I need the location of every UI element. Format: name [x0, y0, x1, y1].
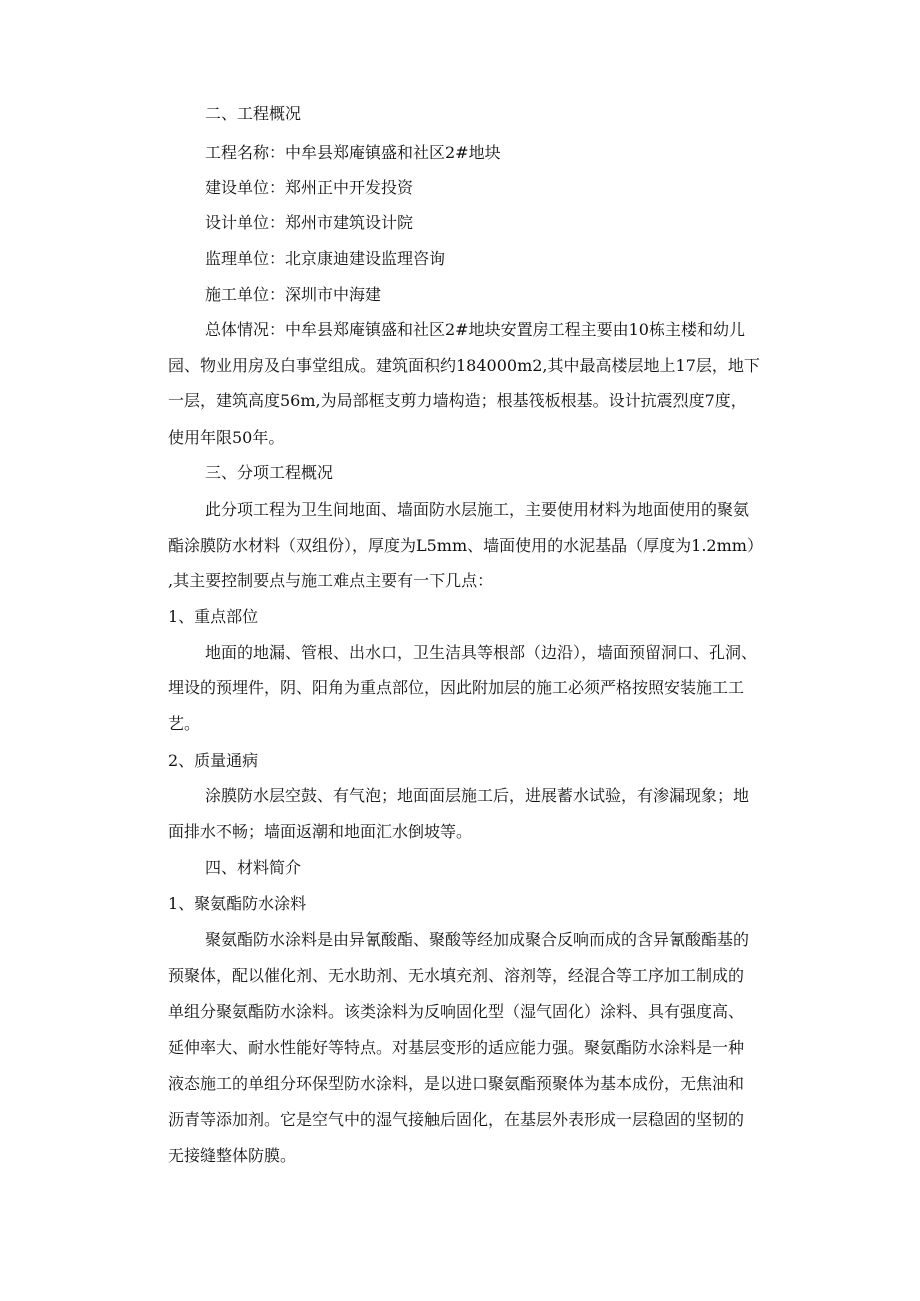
key-locations-paragraph-line-2: 埋设的预埋件，阴、阳角为重点部位，因此附加层的施工必须严格按照安装施工工: [168, 678, 745, 697]
subheading-polyurethane-coating: 1、聚氨酯防水涂料: [168, 894, 307, 913]
overview-paragraph-line-3: 一层，建筑高度56m,为局部框支剪力墙构造；根基筏板根基。设计抗震烈度7度，: [168, 391, 747, 410]
section-heading-project-overview: 二、工程概况: [205, 104, 302, 123]
contractor-unit-line: 施工单位：深圳市中海建: [205, 285, 382, 304]
materials-paragraph-line-1: 聚氨酯防水涂料是由异氰酸酯、聚酸等经加成聚合反响而成的含异氰酸酯基的: [205, 930, 750, 949]
key-locations-paragraph-line-1: 地面的地漏、管根、出水口，卫生洁具等根部（边沿），墙面预留洞口、孔洞、: [205, 643, 758, 662]
common-defects-paragraph-line-1: 涂膜防水层空鼓、有气泡；地面面层施工后，进展蓄水试验，有渗漏现象；地: [205, 786, 750, 805]
section-heading-materials: 四、材料简介: [205, 858, 302, 877]
materials-paragraph-line-6: 沥青等添加剂。它是空气中的湿气接触后固化，在基层外表形成一层稳固的坚韧的: [168, 1110, 745, 1129]
overview-paragraph-line-2: 园、物业用房及白事堂组成。建筑面积约184000m2,其中最高楼层地上17层，地下: [168, 356, 760, 375]
project-name-line: 工程名称：中牟县郑庵镇盛和社区2#地块: [205, 143, 501, 162]
subproject-paragraph-line-3: ,其主要控制要点与施工难点主要有一下几点：: [168, 571, 494, 590]
supervision-unit-line: 监理单位：北京康迪建设监理咨询: [205, 249, 446, 268]
materials-paragraph-line-5: 液态施工的单组分环保型防水涂料，是以进口聚氨酯预聚体为基本成份，无焦油和: [168, 1074, 745, 1093]
materials-paragraph-line-7: 无接缝整体防膜。: [168, 1146, 297, 1165]
materials-paragraph-line-2: 预聚体，配以催化剂、无水助剂、无水填充剂、溶剂等，经混合等工序加工制成的: [168, 966, 745, 985]
key-locations-paragraph-line-3: 艺。: [168, 714, 201, 733]
subproject-paragraph-line-1: 此分项工程为卫生间地面、墙面防水层施工，主要使用材料为地面使用的聚氨: [205, 500, 750, 519]
overview-paragraph-line-4: 使用年限50年。: [168, 428, 285, 447]
design-unit-line: 设计单位：郑州市建筑设计院: [205, 213, 414, 232]
subproject-paragraph-line-2: 酯涂膜防水材料（双组份），厚度为L5mm、墙面使用的水泥基晶（厚度为1.2mm）: [168, 536, 763, 555]
overview-paragraph-line-1: 总体情况：中牟县郑庵镇盛和社区2#地块安置房工程主要由10栋主楼和幼儿: [205, 320, 745, 339]
common-defects-paragraph-line-2: 面排水不畅；墙面返潮和地面汇水倒坡等。: [168, 822, 473, 841]
subheading-key-locations: 1、重点部位: [168, 607, 259, 626]
materials-paragraph-line-3: 单组分聚氨酯防水涂料。该类涂料为反响固化型（湿气固化）涂料、具有强度高、: [168, 1002, 745, 1021]
materials-paragraph-line-4: 延伸率大、耐水性能好等特点。对基层变形的适应能力强。聚氨酯防水涂料是一种: [168, 1038, 745, 1057]
construction-unit-line: 建设单位：郑州正中开发投资: [205, 178, 414, 197]
subheading-common-defects: 2、质量通病: [168, 751, 259, 770]
section-heading-subproject-overview: 三、分项工程概况: [205, 463, 334, 482]
